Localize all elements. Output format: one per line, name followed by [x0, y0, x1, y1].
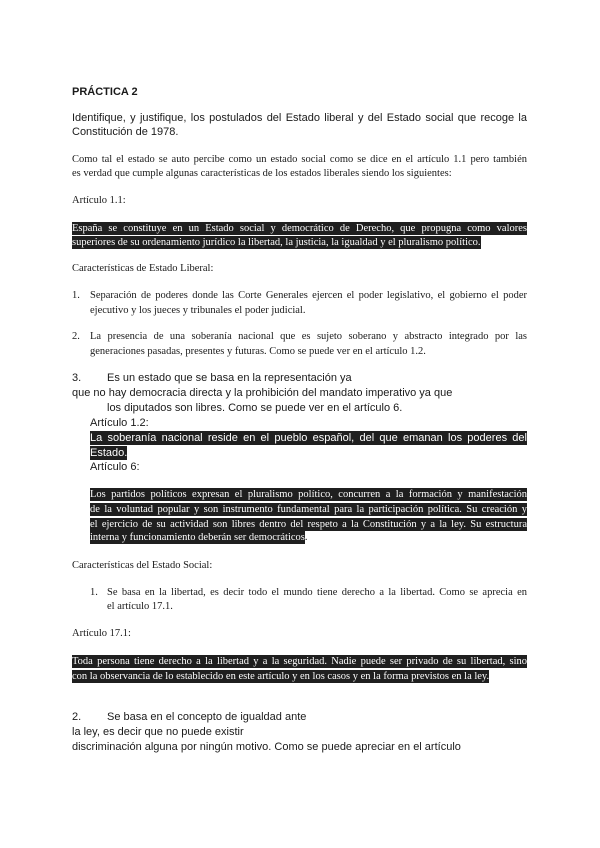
liberal-heading: Características de Estado Liberal:	[72, 263, 214, 274]
article-1-1-heading: Artículo 1.1:	[72, 195, 126, 206]
liberal-item-2-line-1: La presencia de una soberanía nacional que es sujeto soberano y abstracto integrado por las	[90, 331, 527, 342]
intro-line-1: Identifique, y justifique, los postulados del Estado liberal y del Estado social que recoge la	[72, 112, 527, 124]
intro-line-2: Constitución de 1978.	[72, 126, 179, 138]
article-6-line-4-tail: .	[304, 532, 308, 543]
article-6-line-4: interna y funcionamiento deberán ser democráticos	[90, 532, 305, 543]
liberal-item-3-line-3: los diputados son libres. Como se puede ver en el artículo 6.	[107, 402, 403, 414]
page-title: PRÁCTICA 2	[72, 86, 138, 98]
article-6-line-3: el ejercicio de su actividad son libres dentro del respeto a la Constitución y a la ley. Su estructura	[90, 519, 527, 530]
article-6-line-1: Los partidos políticos expresan el pluralismo político, concurren a la formación y manifestación	[90, 489, 527, 500]
article-1-1-line-1: España se constituye en un Estado social y democrático de Derecho, que propugna como valores	[72, 223, 527, 234]
article-17-1-line-2: con la observancia de lo establecido en este artículo y en los casos y en la forma previstos en la ley.	[72, 671, 490, 682]
liberal-item-3-number: 3.	[72, 372, 82, 384]
liberal-item-2-number: 2.	[72, 331, 80, 342]
social-item-1-number: 1.	[90, 587, 98, 598]
social-item-2-line-2: la ley, es decir que no puede existir	[72, 726, 244, 738]
liberal-item-3-line-1: Es un estado que se basa en la representación ya	[107, 372, 352, 384]
social-heading: Características del Estado Social:	[72, 560, 213, 571]
social-item-2-number: 2.	[72, 711, 82, 723]
para1-line-2: es verdad que cumple algunas características de los estados liberales siendo los siguientes:	[72, 168, 452, 179]
article-17-1-line-1: Toda persona tiene derecho a la libertad y a la seguridad. Nadie puede ser privado de su libertad, sino	[72, 656, 527, 667]
article-17-1-heading: Artículo 17.1:	[72, 628, 131, 639]
article-1-2-line-1: La soberanía nacional reside en el pueblo español, del que emanan los poderes del	[90, 432, 527, 444]
article-6-line-4-wrap	[90, 532, 308, 543]
article-1-2-heading: Artículo 1.2:	[90, 417, 149, 429]
social-item-2-line-1: Se basa en el concepto de igualdad ante	[107, 711, 307, 723]
liberal-item-2-line-2: generaciones pasadas, presentes y futuras. Como se puede ver en el artículo 1.2.	[90, 346, 426, 357]
social-item-1-line-1: Se basa en la libertad, es decir todo el mundo tiene derecho a la libertad. Como se aprecia en	[107, 587, 527, 598]
liberal-item-1-line-2: ejecutivo y los jueces y tribunales el poder judicial.	[90, 305, 306, 316]
social-item-1-line-2: el artículo 17.1.	[107, 601, 173, 612]
article-6-heading: Artículo 6:	[90, 461, 140, 473]
liberal-item-3-line-2: que no hay democracia directa y la prohibición del mandato imperativo ya que	[72, 387, 453, 399]
social-item-2-line-3: discriminación alguna por ningún motivo. Como se puede apreciar en el artículo	[72, 741, 461, 753]
article-6-line-2: de la voluntad popular y son instrumento fundamental para la participación política. Su creación y	[90, 504, 527, 515]
article-1-1-line-2: superiores de su ordenamiento jurídico la libertad, la justicia, la igualdad y el pluralismo político.	[72, 237, 481, 248]
liberal-item-1-line-1: Separación de poderes donde las Corte Generales ejercen el poder legislativo, el gobierno el poder	[90, 290, 527, 301]
article-1-2-line-2: Estado.	[90, 447, 128, 459]
liberal-item-1-number: 1.	[72, 290, 80, 301]
para1-line-1: Como tal el estado se auto percibe como un estado social como se dice en el artículo 1.1 pero también	[72, 154, 527, 165]
